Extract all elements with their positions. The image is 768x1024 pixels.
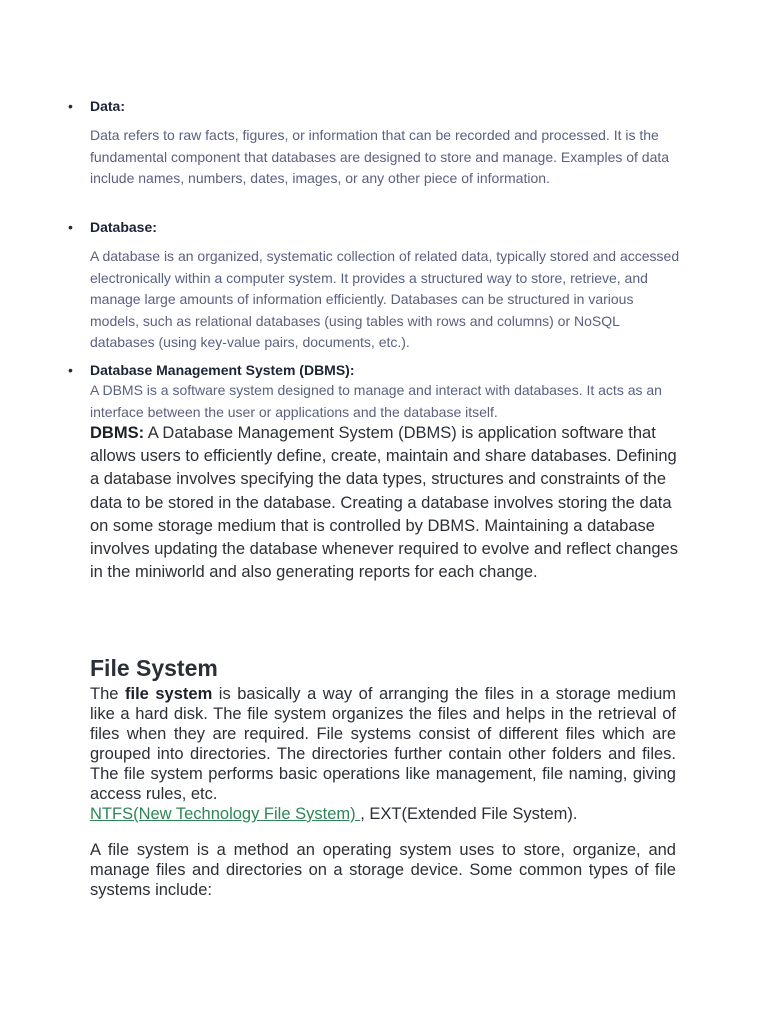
description-dbms: A DBMS is a software system designed to manage and interact with databases. It acts as an interface between the user or applications and the database itself. (90, 382, 662, 420)
file-system-types-line (90, 804, 680, 824)
bullet-icon: • (68, 98, 73, 114)
bullet-icon: • (68, 219, 73, 235)
dbms-text: A Database Management System (DBMS) is application software that allows users to efficiently define, create, maintain and share databases. Defining a database involves specifying the data types, structures and constraints of the data to be stored in the database. Creating a database involves storing the data on some storage medium that is controlled by DBMS. Maintaining a database involves updating the database whenever required to evolve and reflect changes in the miniworld and also generating reports for each change. (90, 424, 678, 582)
ext-text: , EXT(Extended File System). (360, 805, 578, 823)
description-database: A database is an organized, systematic collection of related data, typically stored and accessed electronically within a computer system. It provides a structured way to store, retrieve, and manage large amounts of information efficiently. Databases can be structured in various models, such as relational databases (using tables with rows and columns) or NoSQL databases (using key-value pairs, documents, etc.). (90, 248, 680, 350)
term-dbms: Database Management System (DBMS): (90, 362, 355, 378)
dbms-paragraph (90, 422, 680, 584)
intro-prefix: The (90, 685, 125, 703)
file-system-heading: File System (90, 655, 218, 681)
definition-list (68, 96, 680, 423)
term-database: Database: (90, 219, 157, 235)
dbms-label: DBMS: (90, 424, 145, 442)
list-item (68, 360, 680, 423)
term-data: Data: (90, 98, 126, 114)
bullet-icon: • (68, 362, 73, 378)
intro-bold: file system (124, 685, 213, 703)
file-system-intro (90, 684, 676, 804)
list-item (68, 96, 680, 217)
intro-rest: is basically a way of arranging the files in a storage medium like a hard disk. The file system organizes the files and helps in the retrieval of files when they are required. File systems consist of different files which are grouped into directories. The directories further contain other folders and files. The file system performs basic operations like management, file naming, giving access rules, etc. (90, 685, 676, 803)
ntfs-link[interactable]: NTFS(New Technology File System) (90, 805, 361, 823)
description-data: Data refers to raw facts, figures, or information that can be recorded and processed. It is the fundamental component that databases are designed to store and manage. Examples of data include names, numbers, dates, images, or any other piece of information. (90, 127, 670, 186)
file-system-paragraph-2: A file system is a method an operating system uses to store, organize, and manage files and directories on a storage device. Some common types of file systems include: (90, 841, 676, 899)
list-item (68, 217, 680, 360)
